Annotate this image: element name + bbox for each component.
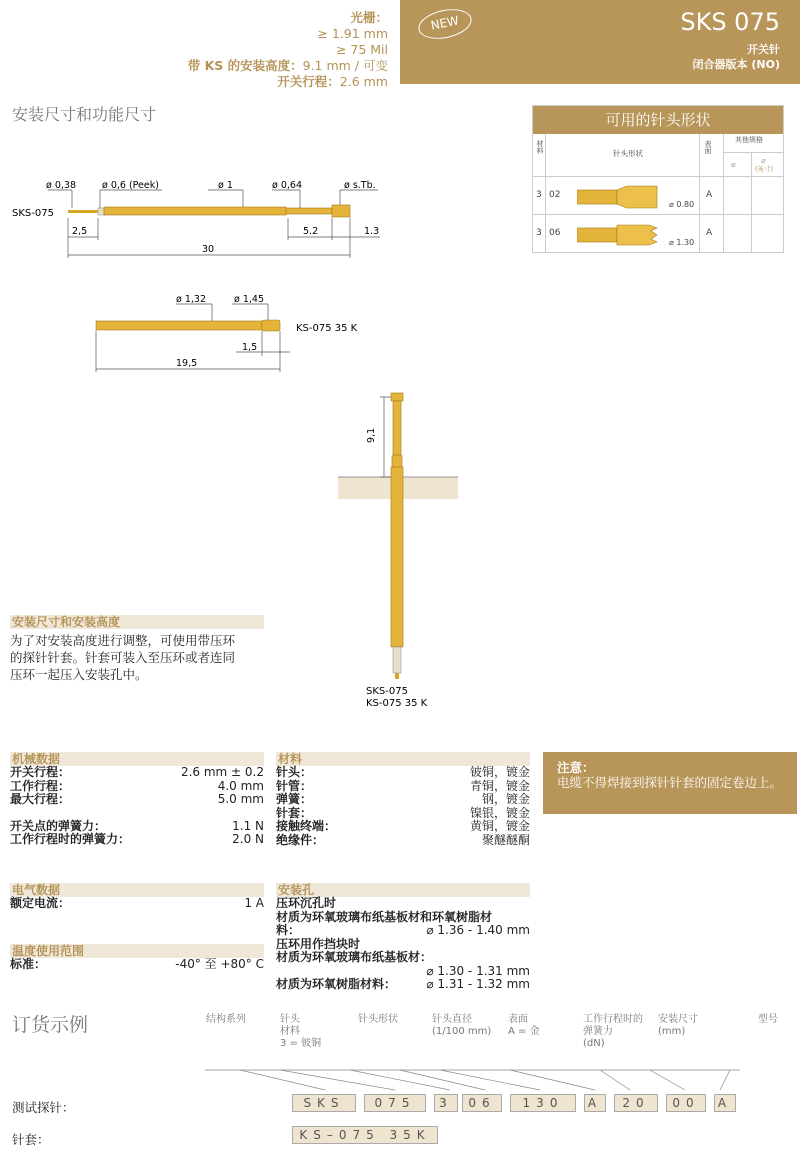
mech-row: 开关点的弹簧力： 1.1 N: [10, 818, 264, 833]
temp-section: [10, 944, 264, 972]
code-size: 075: [364, 1094, 426, 1112]
section-title: 安装尺寸和功能尺寸: [12, 105, 157, 124]
sleeve-total: 19,5: [176, 358, 198, 369]
col-other: 其他规格: [735, 136, 763, 144]
dim-total: 30: [202, 244, 215, 255]
order-label-dia: 针头直径 (1/100 mm): [432, 1014, 492, 1037]
row2-dia: ⌀ 1.30: [669, 238, 695, 247]
dim-d3: ø 1: [218, 180, 233, 191]
col-material: 材料: [536, 140, 544, 154]
electrical-section: [10, 883, 264, 911]
header-specs: [188, 10, 388, 90]
new-badge: NEW: [416, 5, 475, 44]
mech-heading: 机械数据: [10, 752, 264, 766]
temp-heading: 温度使用范围: [10, 944, 264, 958]
tip-shape-table: [532, 105, 784, 253]
product-title: SKS 075: [680, 8, 780, 36]
hole-l3v: ⌀ 1.36 - 1.40 mm: [426, 923, 530, 937]
order-label-tip: 针头 材料 3 = 铍铜: [280, 1014, 322, 1049]
tip-06-icon: [577, 222, 661, 248]
row1-surface: A: [706, 190, 713, 200]
order-title: 订货示例: [12, 1014, 89, 1036]
code-surface: A: [584, 1094, 606, 1112]
tip-table-title: 可用的针头形状: [533, 106, 783, 134]
code-dia: 130: [510, 1094, 576, 1112]
dim-d2: ø 0,6 (Peek): [102, 180, 159, 191]
subtitle-line2: 闭合器版本 (NO): [692, 58, 780, 71]
code-force: 20: [614, 1094, 658, 1112]
order-label-shape: 针头形状: [358, 1014, 398, 1025]
order-label-force: 工作行程时的 弹簧力 (dN): [583, 1014, 643, 1049]
temp-row: 标准： -40° 至 +80° C: [10, 957, 264, 971]
raster-label: 光栅：: [350, 10, 388, 25]
col-shape: 针头形状: [613, 149, 643, 158]
dim-l2: 5.2: [303, 226, 319, 237]
installed-label1: SKS-075: [366, 686, 408, 697]
material-row: 弹簧： 钢，镀金: [276, 792, 530, 806]
raster-mil: ≥ 75 Mil: [335, 42, 388, 57]
row1-code: 02: [549, 190, 561, 200]
note-title: 注意：: [557, 760, 595, 775]
subtitle-line1: 开关针: [747, 43, 780, 56]
material-row: 绝缘件： 聚醚醚酮: [276, 832, 530, 847]
material-heading: 材料: [276, 752, 530, 766]
hole-heading: 安装孔: [276, 883, 530, 897]
sleeve-d1: ø 1,32: [176, 294, 206, 305]
dim-d5: ø s.Tb.: [344, 180, 376, 191]
installed-label2: KS-075 35 K: [366, 698, 428, 709]
stroke-label: 开关行程：: [277, 74, 340, 89]
col-dia2: ⌀: [761, 156, 766, 165]
mech-row: 开关行程： 2.6 mm ± 0.2: [10, 765, 264, 779]
electrical-row: 额定电流： 1 A: [10, 896, 264, 910]
order-label-size: 安装尺寸 (mm): [658, 1014, 698, 1037]
sleeve-l1: 1,5: [242, 342, 258, 353]
hole-l6v: ⌀ 1.30 - 1.31 mm: [426, 963, 530, 978]
material-section: [276, 752, 530, 847]
col-surface: 表面: [704, 140, 712, 154]
sleeve-order-label: 针套：: [12, 1132, 50, 1147]
install-height: 9,1: [366, 427, 377, 443]
tip-table-grid: [533, 134, 783, 252]
install-text-2: 的探针针套。针套可装入至压环或者连同: [10, 650, 236, 665]
install-section: [10, 615, 264, 683]
code-material: 3: [434, 1094, 458, 1112]
install-text-3: 压环一起压入安装孔中。: [10, 667, 148, 682]
col-size: (英寸): [755, 165, 774, 173]
dim-d1: ø 0,38: [46, 180, 76, 191]
raster-mm: ≥ 1.91 mm: [317, 26, 388, 41]
dim-l3: 1.3: [364, 226, 380, 237]
electrical-heading: 电气数据: [10, 883, 264, 897]
mech-row: 工作行程时的弹簧力： 2.0 N: [10, 832, 264, 846]
row1-mat: 3: [536, 190, 542, 200]
mech-section: [10, 752, 264, 847]
code-model: A: [714, 1094, 736, 1112]
col-dia: ⌀: [731, 160, 736, 169]
hole-l3k: 料：: [276, 923, 301, 937]
stroke-value: 2.6 mm: [339, 74, 388, 89]
mech-row: 最大行程： 5.0 mm: [10, 792, 264, 806]
install-heading: 安装尺寸和安装高度: [10, 615, 264, 629]
order-label-surface: 表面 A = 金: [508, 1014, 540, 1037]
height-label: 带 KS 的安装高度：: [187, 58, 303, 73]
tip-02-icon: [577, 184, 661, 210]
code-series: SKS: [292, 1094, 356, 1112]
order-label-model: 型号: [758, 1014, 778, 1025]
probe-label: SKS-075: [12, 208, 54, 219]
probe-drawing: [0, 170, 420, 270]
installed-drawing: [330, 385, 490, 715]
material-row: 针套： 镍银，镀金: [276, 805, 530, 820]
code-install: 00: [666, 1094, 706, 1112]
order-label-series: 结构系列: [206, 1014, 246, 1025]
hole-l7k: 材质为环氧树脂材料：: [276, 977, 397, 991]
code-shape: 06: [462, 1094, 502, 1112]
dim-d4: ø 0,64: [272, 180, 302, 191]
material-row: 针管： 青铜，镀金: [276, 778, 530, 793]
material-row: 接触终端： 黄铜，镀金: [276, 819, 530, 833]
sleeve-label: KS-075 35 K: [296, 323, 358, 334]
sleeve-drawing: [0, 288, 420, 378]
sleeve-code: KS–075 35K: [292, 1126, 438, 1144]
hole-l4: 压环用作挡块时: [276, 936, 361, 951]
row2-surface: A: [706, 228, 713, 238]
material-row: 针头： 铍铜，镀金: [276, 765, 530, 779]
probe-order-label: 测试探针：: [12, 1100, 75, 1115]
hole-l5: 材质为环氧玻璃布纸基板材：: [276, 950, 433, 964]
note-box: [543, 752, 797, 814]
install-text-1: 为了对安装高度进行调整，可使用带压环: [10, 633, 236, 648]
mech-row: 工作行程： 4.0 mm: [10, 778, 264, 793]
hole-section: [276, 883, 530, 992]
hole-l7v: ⌀ 1.31 - 1.32 mm: [426, 977, 530, 991]
hole-l1: 压环沉孔时: [276, 896, 337, 910]
height-value: 9.1 mm / 可变: [302, 58, 388, 73]
row1-dia: ⌀ 0.80: [669, 200, 695, 209]
order-connector-lines: [200, 1062, 760, 1094]
note-text: 电缆不得焊接到探针针套的固定卷边上。: [557, 775, 783, 790]
hole-l2: 材质为环氧玻璃布纸基板材和环氧树脂材: [276, 909, 493, 924]
dim-l1: 2,5: [72, 226, 88, 237]
product-subtitle: [693, 42, 780, 72]
sleeve-d2: ø 1,45: [234, 294, 264, 305]
row2-code: 06: [549, 228, 561, 238]
row2-mat: 3: [536, 228, 542, 238]
